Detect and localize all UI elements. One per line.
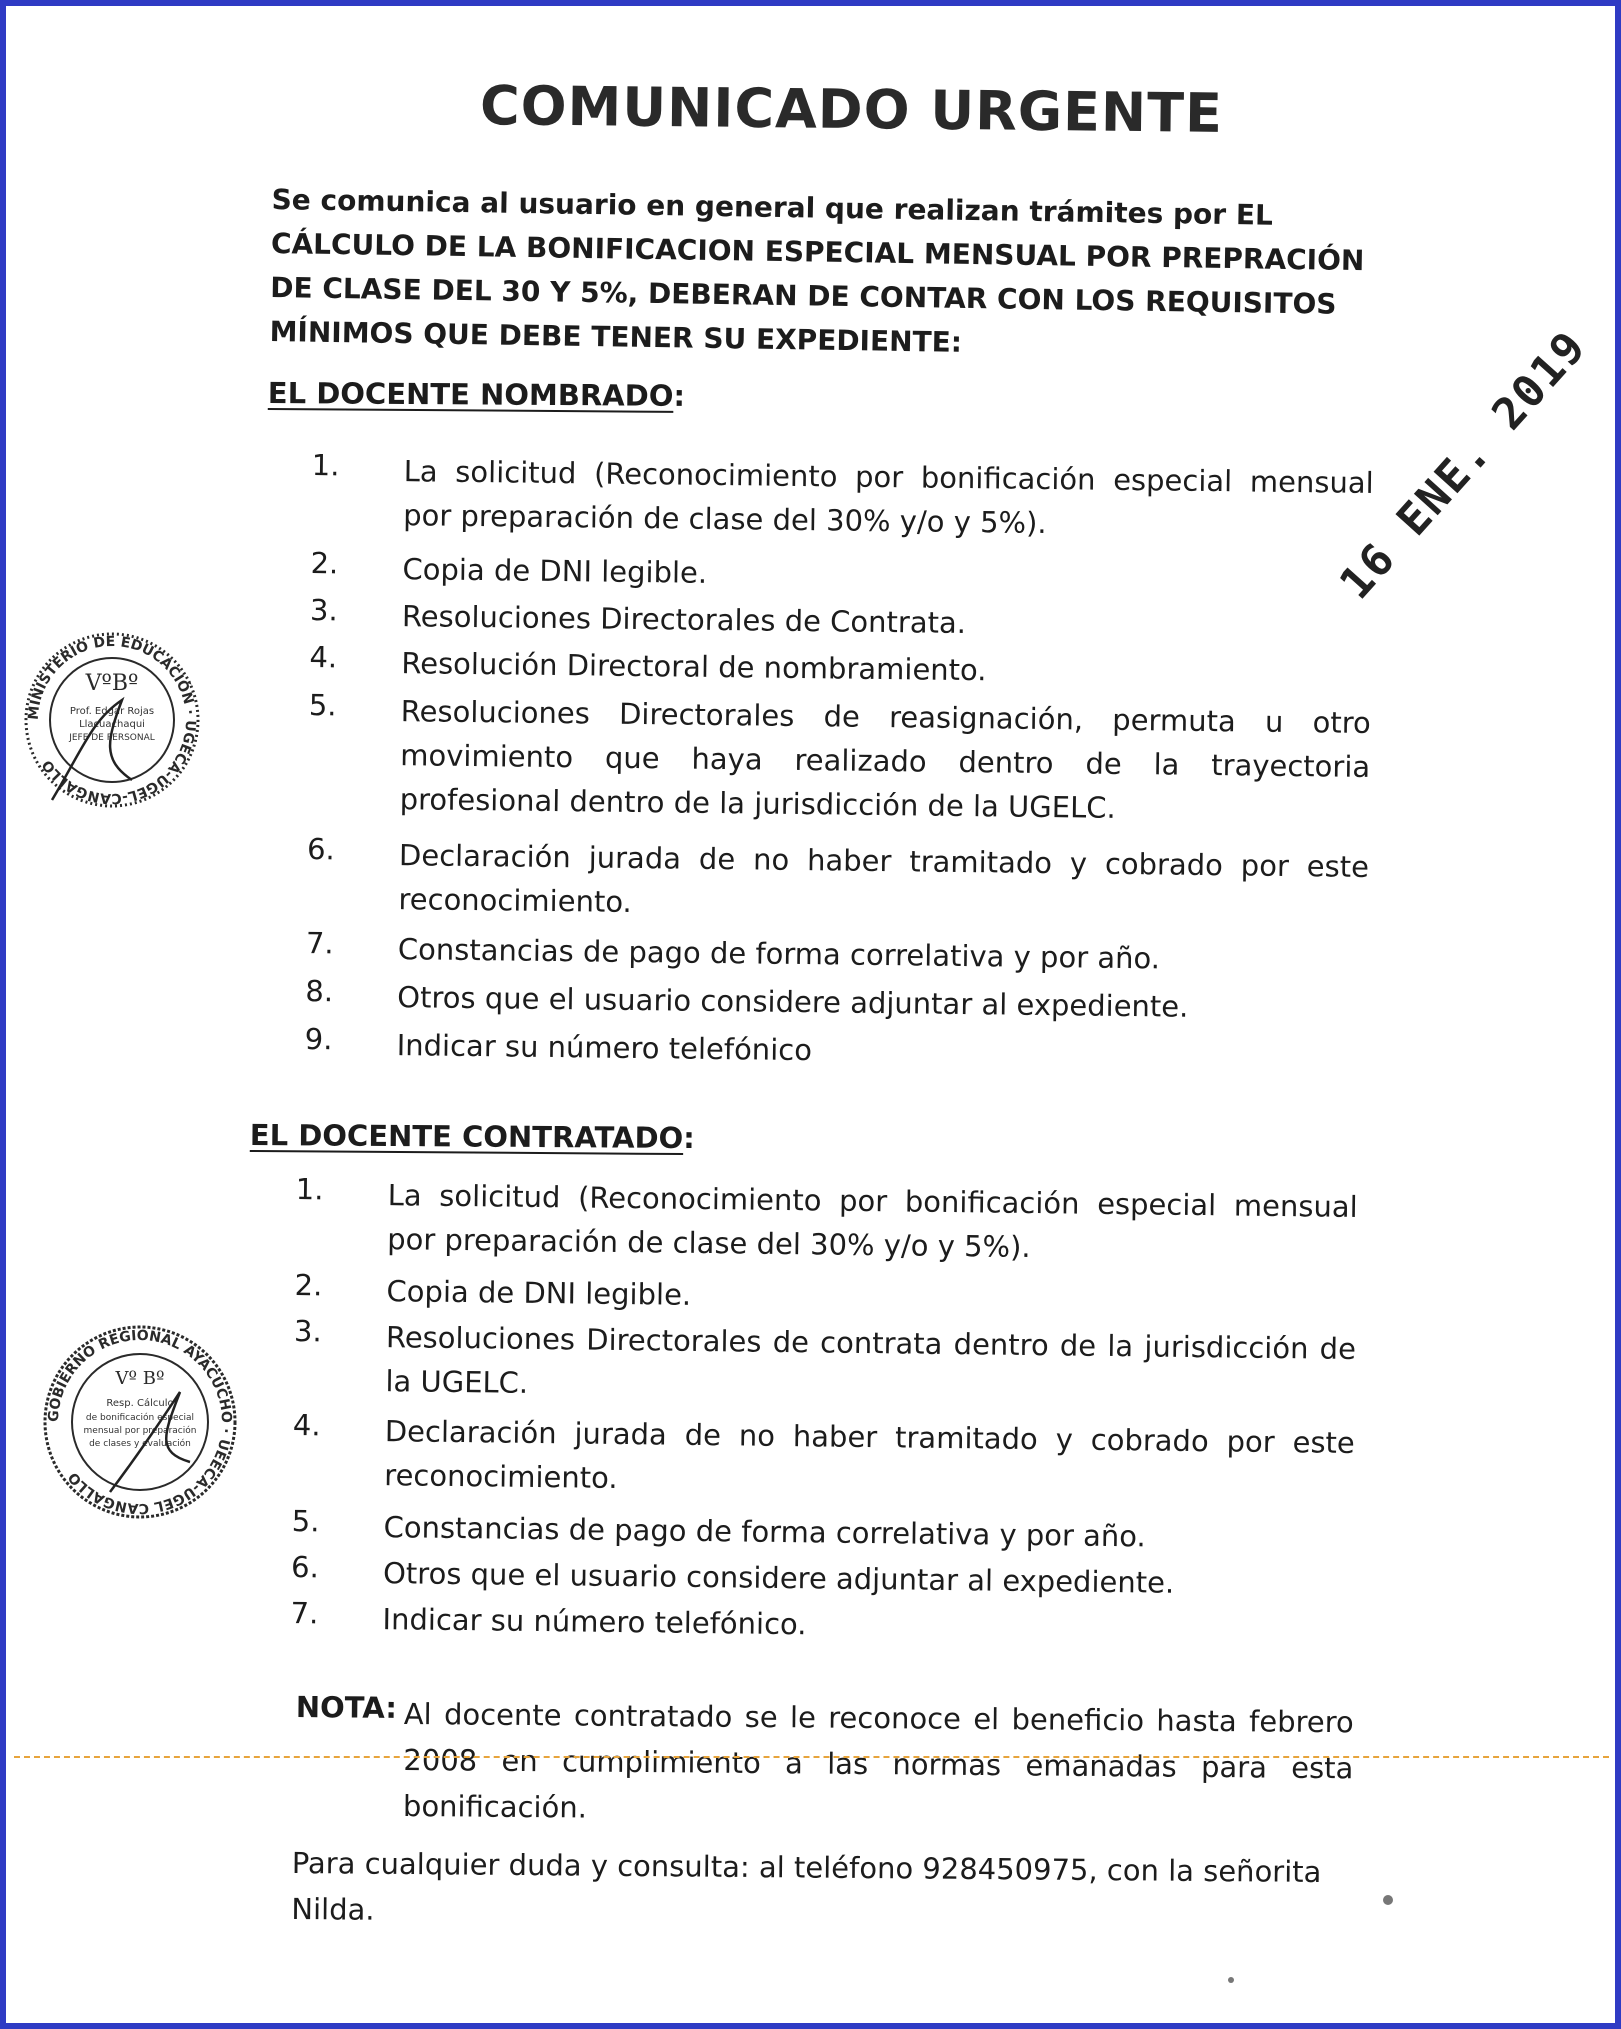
seal-line: Llacuachaqui xyxy=(79,719,145,730)
official-seal-gobierno-regional xyxy=(40,1322,240,1522)
seal-line: de bonificación especial xyxy=(85,1413,195,1423)
nota-text: Al docente contratado se le reconoce el beneficio hasta febrero 2008 en cumplimiento a las normas emanadas para esta bonificación. xyxy=(402,1696,1354,1825)
heading-colon: : xyxy=(673,378,686,413)
item-text: Copia de DNI legible. xyxy=(386,1274,692,1312)
official-seal-ministerio xyxy=(22,630,202,810)
item-text: Resoluciones Directorales de Contrata. xyxy=(401,599,967,641)
item-number: 4. xyxy=(292,1407,321,1443)
seal-outer-text: MINISTERIO DE EDUCACIÓN · UGECA-UGEL-CANGALLO xyxy=(25,633,199,807)
section-heading-nombrado xyxy=(268,376,685,413)
item-text: Otros que el usuario considere adjuntar al expediente. xyxy=(382,1556,1175,1600)
item-number: 1. xyxy=(295,1172,324,1207)
date-stamp: 16 ENE. 2019 xyxy=(1330,320,1597,610)
item-number: 3. xyxy=(309,592,338,628)
item-text: La solicitud (Reconocimiento por bonificación especial mensual por preparación de clase del 30% y/o y 5%). xyxy=(386,1178,1358,1264)
item-number: 9. xyxy=(304,1021,333,1057)
item-number: 2. xyxy=(310,545,339,581)
item-text: Constancias de pago de forma correlativa y por año. xyxy=(397,932,1161,976)
seal-center-text: Vº Bº xyxy=(115,1368,165,1389)
intro-paragraph: Se comunica al usuario en general que realizan trámites por EL CÁLCULO DE LA BONIFICACION ESPECIAL MENSUAL POR PREPRACIÓN DE CLASE DEL 30 Y 5%, DEBERAN DE CONTAR CON LOS REQUISITOS MÍNIMOS QUE DEBE TENER SU EXPEDIENTE: xyxy=(269,182,1365,359)
item-number: 5. xyxy=(291,1503,320,1539)
item-number: 6. xyxy=(290,1549,320,1585)
item-text: Resoluciones Directorales de reasignación, permuta u otro movimiento que haya realizado dentro de la trayectoria profesional dentro de la jurisdicción de la UGELC. xyxy=(399,694,1371,825)
item-text: Indicar su número telefónico xyxy=(396,1028,813,1068)
item-number: 7. xyxy=(290,1595,319,1631)
item-number: 3. xyxy=(293,1313,322,1349)
nota-label: NOTA: xyxy=(295,1690,398,1725)
item-number: 4. xyxy=(309,639,338,675)
item-text: Copia de DNI legible. xyxy=(402,552,708,590)
item-text: Otros que el usuario considere adjuntar al expediente. xyxy=(397,980,1189,1024)
scan-speck xyxy=(1383,1895,1393,1905)
item-text: Declaración jurada de no haber tramitado y cobrado por este reconocimiento. xyxy=(398,838,1370,919)
item-number: 7. xyxy=(305,925,334,961)
seal-center-text: VºBº xyxy=(85,671,139,696)
heading-colon: : xyxy=(683,1121,695,1156)
seal-line: mensual por preparación xyxy=(83,1426,197,1436)
item-number: 5. xyxy=(308,687,337,723)
item-text: Resoluciones Directorales de contrata dentro de la jurisdicción de la UGELC. xyxy=(385,1320,1357,1400)
item-number: 8. xyxy=(305,973,334,1009)
item-text: La solicitud (Reconocimiento por bonificación especial mensual por preparación de clase del 30% y/o y 5%). xyxy=(402,454,1374,540)
seal-outer-text: GOBIERNO REGIONAL AYACUCHO · UEECA-UGEL CANGALLO xyxy=(45,1327,235,1517)
heading-text: EL DOCENTE NOMBRADO xyxy=(267,376,674,413)
item-text: Resolución Directoral de nombramiento. xyxy=(401,646,987,688)
heading-text: EL DOCENTE CONTRATADO xyxy=(249,1118,684,1156)
seal-line: Resp. Cálculo xyxy=(106,1398,174,1409)
item-text: Declaración jurada de no haber tramitado y cobrado por este reconocimiento. xyxy=(384,1414,1355,1495)
item-text: Indicar su número telefónico. xyxy=(382,1602,807,1642)
item-text: Constancias de pago de forma correlativa y por año. xyxy=(383,1510,1146,1554)
item-number: 6. xyxy=(306,831,335,867)
section-heading-contratado xyxy=(250,1118,695,1155)
seal-line: JEFE DE PERSONAL xyxy=(69,733,155,743)
item-number: 2. xyxy=(294,1267,323,1303)
scan-speck xyxy=(1228,1977,1234,1983)
seal-line: Prof. Edgar Rojas xyxy=(69,706,155,717)
fold-line xyxy=(14,1756,1609,1758)
document-title: COMUNICADO URGENTE xyxy=(479,74,1224,145)
seal-line: de clases y evaluación xyxy=(89,1439,191,1449)
contact-line: Para cualquier duda y consulta: al teléfono 928450975, con la señorita Nilda. xyxy=(291,1845,1322,1927)
item-number: 1. xyxy=(311,448,340,483)
